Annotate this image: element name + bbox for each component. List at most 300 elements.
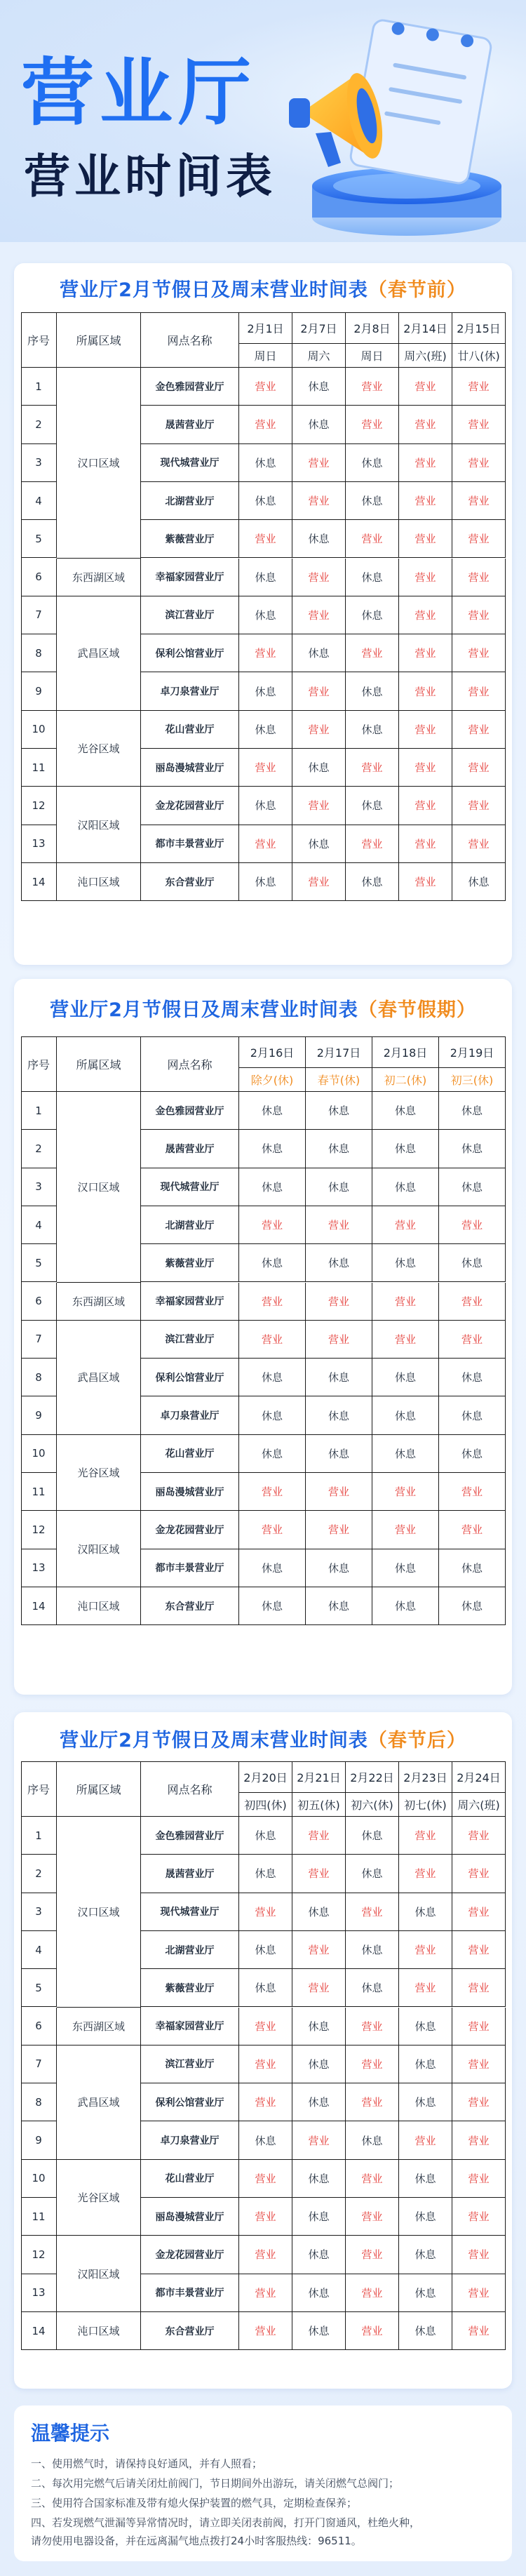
- schedule-card: [14, 263, 512, 965]
- status-cell: 营业: [292, 1817, 346, 1855]
- status-cell: 营业: [292, 482, 346, 520]
- row-number: 2: [21, 1855, 57, 1893]
- status-cell: 休息: [399, 2236, 452, 2274]
- status-cell: 营业: [372, 1473, 439, 1511]
- row-number: 11: [21, 2198, 57, 2236]
- status-cell: 休息: [439, 1244, 506, 1282]
- row-number: 13: [21, 825, 57, 863]
- status-cell: 休息: [306, 1396, 372, 1434]
- status-cell: 营业: [452, 444, 506, 482]
- status-cell: 营业: [239, 1511, 306, 1549]
- office-name: 金色雅园营业厅: [141, 368, 239, 406]
- status-cell: 营业: [346, 2236, 399, 2274]
- row-number: 9: [21, 1396, 57, 1434]
- status-cell: 营业: [239, 634, 292, 672]
- office-name: 东合营业厅: [141, 1587, 239, 1625]
- status-cell: 营业: [239, 2198, 292, 2236]
- status-cell: 营业: [439, 1206, 506, 1244]
- office-name: 花山营业厅: [141, 2160, 239, 2198]
- status-cell: 休息: [346, 863, 399, 901]
- status-cell: 营业: [346, 2198, 399, 2236]
- status-cell: 营业: [452, 2121, 506, 2159]
- header-date: 2月7日: [292, 312, 346, 344]
- office-name: 幸福家园营业厅: [141, 1283, 239, 1321]
- status-cell: 休息: [346, 482, 399, 520]
- status-cell: 营业: [239, 2046, 292, 2083]
- status-cell: 休息: [292, 2198, 346, 2236]
- header-date: 2月19日: [439, 1036, 506, 1068]
- schedule-table: [21, 312, 505, 900]
- office-name: 都市丰景营业厅: [141, 1549, 239, 1587]
- status-cell: 休息: [372, 1130, 439, 1168]
- row-number: 14: [21, 1587, 57, 1625]
- office-name: 金龙花园营业厅: [141, 2236, 239, 2274]
- row-number: 4: [21, 1931, 57, 1969]
- header-weekday: 春节(休): [306, 1068, 372, 1092]
- schedule-card: [14, 979, 512, 1695]
- row-number: 6: [21, 559, 57, 596]
- status-cell: 休息: [306, 1244, 372, 1282]
- status-cell: 休息: [239, 672, 292, 710]
- row-number: 10: [21, 1435, 57, 1473]
- header-weekday: 周六(班): [399, 344, 452, 368]
- header-weekday: 周日: [346, 344, 399, 368]
- status-cell: 休息: [346, 1817, 399, 1855]
- status-cell: 营业: [452, 711, 506, 749]
- status-cell: 营业: [292, 672, 346, 710]
- schedule-title: [14, 274, 512, 302]
- status-cell: 休息: [239, 711, 292, 749]
- status-cell: 营业: [346, 749, 399, 787]
- office-name: 都市丰景营业厅: [141, 825, 239, 863]
- status-cell: 休息: [239, 559, 292, 596]
- status-cell: 休息: [239, 1549, 306, 1587]
- header-date: 2月22日: [346, 1761, 399, 1793]
- status-cell: 营业: [239, 1321, 306, 1359]
- row-number: 8: [21, 2083, 57, 2121]
- status-cell: 营业: [239, 1206, 306, 1244]
- header-weekday: 初三(休): [439, 1068, 506, 1092]
- status-cell: 休息: [439, 1359, 506, 1396]
- status-cell: 营业: [452, 2236, 506, 2274]
- status-cell: 休息: [372, 1359, 439, 1396]
- status-cell: 营业: [306, 1511, 372, 1549]
- status-cell: 休息: [292, 825, 346, 863]
- office-name: 滨江营业厅: [141, 1321, 239, 1359]
- status-cell: 休息: [346, 2121, 399, 2159]
- status-cell: 休息: [306, 1130, 372, 1168]
- office-name: 卓刀泉营业厅: [141, 2121, 239, 2159]
- header-weekday: 初五(休): [292, 1793, 346, 1817]
- status-cell: 营业: [399, 520, 452, 558]
- office-name: 晟茜营业厅: [141, 1130, 239, 1168]
- region-cell: 汉口区域: [57, 1817, 141, 2008]
- region-cell: 汉口区域: [57, 1092, 141, 1283]
- row-number: 3: [21, 1893, 57, 1931]
- office-name: 东合营业厅: [141, 2312, 239, 2350]
- office-name: 现代城营业厅: [141, 1893, 239, 1931]
- row-number: 7: [21, 1321, 57, 1359]
- status-cell: 休息: [399, 2274, 452, 2312]
- schedule-period-tag: （春节后）: [367, 1730, 466, 1751]
- status-cell: 营业: [346, 2274, 399, 2312]
- status-cell: 休息: [372, 1435, 439, 1473]
- office-name: 金龙花园营业厅: [141, 1511, 239, 1549]
- header-weekday: 廿八(休): [452, 344, 506, 368]
- header-date: 2月18日: [372, 1036, 439, 1068]
- row-number: 1: [21, 368, 57, 406]
- status-cell: 营业: [452, 482, 506, 520]
- schedule-title: [14, 994, 512, 1022]
- region-cell: 武昌区域: [57, 596, 141, 711]
- region-cell: 汉阳区域: [57, 1511, 141, 1587]
- status-cell: 休息: [439, 1435, 506, 1473]
- status-cell: 休息: [239, 1396, 306, 1434]
- status-cell: 营业: [452, 596, 506, 634]
- status-cell: 营业: [399, 749, 452, 787]
- status-cell: 休息: [346, 1969, 399, 2007]
- status-cell: 休息: [439, 1168, 506, 1206]
- status-cell: 休息: [399, 2046, 452, 2083]
- status-cell: 休息: [399, 2083, 452, 2121]
- region-cell: 沌口区域: [57, 1587, 141, 1625]
- status-cell: 营业: [399, 444, 452, 482]
- hero-banner: [0, 0, 526, 242]
- status-cell: 营业: [239, 520, 292, 558]
- region-cell: 东西湖区域: [57, 2008, 141, 2046]
- status-cell: 休息: [439, 1549, 506, 1587]
- status-cell: 休息: [439, 1130, 506, 1168]
- header-no: 序号: [21, 1761, 57, 1817]
- status-cell: 休息: [346, 711, 399, 749]
- status-cell: 休息: [292, 2236, 346, 2274]
- status-cell: 休息: [239, 482, 292, 520]
- status-cell: 休息: [399, 2312, 452, 2350]
- megaphone-illustration-icon: [274, 7, 519, 239]
- status-cell: 休息: [439, 1396, 506, 1434]
- office-name: 保利公馆营业厅: [141, 634, 239, 672]
- office-name: 保利公馆营业厅: [141, 1359, 239, 1396]
- status-cell: 休息: [439, 1587, 506, 1625]
- schedule-period-tag: （春节假期）: [358, 999, 476, 1021]
- office-name: 滨江营业厅: [141, 596, 239, 634]
- header-weekday: 初二(休): [372, 1068, 439, 1092]
- status-cell: 营业: [372, 1511, 439, 1549]
- status-cell: 营业: [399, 1855, 452, 1893]
- status-cell: 营业: [399, 787, 452, 825]
- row-number: 5: [21, 1969, 57, 2007]
- region-cell: 武昌区域: [57, 2046, 141, 2160]
- status-cell: 休息: [292, 749, 346, 787]
- status-cell: 休息: [292, 1893, 346, 1931]
- header-date: 2月20日: [239, 1761, 292, 1793]
- status-cell: 休息: [239, 1130, 306, 1168]
- status-cell: 营业: [399, 1969, 452, 2007]
- header-name: 网点名称: [141, 1761, 239, 1817]
- status-cell: 营业: [346, 406, 399, 443]
- office-name: 卓刀泉营业厅: [141, 1396, 239, 1434]
- office-name: 花山营业厅: [141, 711, 239, 749]
- header-date: 2月1日: [239, 312, 292, 344]
- status-cell: 营业: [439, 1283, 506, 1321]
- status-cell: 休息: [239, 863, 292, 901]
- office-name: 晟茜营业厅: [141, 1855, 239, 1893]
- region-cell: 光谷区域: [57, 2160, 141, 2236]
- status-cell: 营业: [452, 787, 506, 825]
- status-cell: 休息: [292, 2083, 346, 2121]
- status-cell: 营业: [399, 482, 452, 520]
- status-cell: 休息: [292, 368, 346, 406]
- status-cell: 休息: [306, 1587, 372, 1625]
- header-date: 2月24日: [452, 1761, 506, 1793]
- office-name: 金色雅园营业厅: [141, 1092, 239, 1130]
- status-cell: 营业: [306, 1473, 372, 1511]
- header-date: 2月21日: [292, 1761, 346, 1793]
- hero-title: 营业厅: [21, 50, 257, 135]
- status-cell: 营业: [306, 1283, 372, 1321]
- status-cell: 营业: [439, 1321, 506, 1359]
- tips-title: 温馨提示: [31, 2422, 110, 2445]
- row-number: 6: [21, 1283, 57, 1321]
- status-cell: 休息: [346, 1855, 399, 1893]
- header-weekday: 周六(班): [452, 1793, 506, 1817]
- office-name: 卓刀泉营业厅: [141, 672, 239, 710]
- office-name: 丽岛漫城营业厅: [141, 1473, 239, 1511]
- status-cell: 营业: [452, 1855, 506, 1893]
- row-number: 3: [21, 444, 57, 482]
- status-cell: 营业: [399, 634, 452, 672]
- status-cell: 营业: [399, 672, 452, 710]
- status-cell: 休息: [239, 1244, 306, 1282]
- schedule-card: [14, 1712, 512, 2389]
- row-number: 8: [21, 1359, 57, 1396]
- tip-item: 三、使用符合国家标准及带有熄火保护装置的燃气具，定期检查保养；: [31, 2497, 358, 2509]
- office-name: 丽岛漫城营业厅: [141, 2198, 239, 2236]
- row-number: 12: [21, 787, 57, 825]
- status-cell: 休息: [239, 1435, 306, 1473]
- status-cell: 休息: [306, 1435, 372, 1473]
- status-cell: 营业: [452, 2046, 506, 2083]
- region-cell: 东西湖区域: [57, 1283, 141, 1321]
- office-name: 晟茜营业厅: [141, 406, 239, 443]
- schedule-title-text: 营业厅2月节假日及周末营业时间表: [60, 279, 368, 301]
- row-number: 8: [21, 634, 57, 672]
- status-cell: 营业: [452, 634, 506, 672]
- header-weekday: 初四(休): [239, 1793, 292, 1817]
- status-cell: 休息: [292, 2312, 346, 2350]
- status-cell: 营业: [452, 2160, 506, 2198]
- office-name: 都市丰景营业厅: [141, 2274, 239, 2312]
- status-cell: 营业: [346, 2312, 399, 2350]
- office-name: 紫薇营业厅: [141, 1969, 239, 2007]
- status-cell: 营业: [346, 825, 399, 863]
- region-cell: 光谷区域: [57, 1435, 141, 1511]
- status-cell: 休息: [239, 1168, 306, 1206]
- status-cell: 休息: [239, 1359, 306, 1396]
- header-weekday: 周日: [239, 344, 292, 368]
- office-name: 紫薇营业厅: [141, 1244, 239, 1282]
- tip-item: 四、若发现燃气泄漏等异常情况时，请立即关闭表前阀，打开门窗通风，杜绝火种，: [31, 2516, 421, 2529]
- status-cell: 休息: [346, 1931, 399, 1969]
- row-number: 10: [21, 711, 57, 749]
- status-cell: 营业: [239, 2083, 292, 2121]
- header-date: 2月17日: [306, 1036, 372, 1068]
- row-number: 6: [21, 2008, 57, 2046]
- status-cell: 营业: [346, 2160, 399, 2198]
- status-cell: 休息: [239, 1817, 292, 1855]
- status-cell: 营业: [452, 672, 506, 710]
- header-region: 所属区域: [57, 1761, 141, 1817]
- status-cell: 休息: [292, 2046, 346, 2083]
- status-cell: 休息: [239, 787, 292, 825]
- status-cell: 营业: [452, 1817, 506, 1855]
- header-region: 所属区域: [57, 1036, 141, 1092]
- status-cell: 休息: [292, 406, 346, 443]
- status-cell: 营业: [239, 1893, 292, 1931]
- row-number: 4: [21, 1206, 57, 1244]
- schedule-title-text: 营业厅2月节假日及周末营业时间表: [50, 999, 358, 1021]
- region-cell: 东西湖区域: [57, 559, 141, 596]
- region-cell: 沌口区域: [57, 863, 141, 901]
- status-cell: 营业: [399, 406, 452, 443]
- row-number: 9: [21, 672, 57, 710]
- status-cell: 营业: [452, 368, 506, 406]
- region-cell: 沌口区域: [57, 2312, 141, 2350]
- header-date: 2月8日: [346, 312, 399, 344]
- region-cell: 汉阳区域: [57, 2236, 141, 2312]
- status-cell: 营业: [452, 559, 506, 596]
- status-cell: 营业: [239, 1283, 306, 1321]
- status-cell: 休息: [346, 444, 399, 482]
- row-number: 2: [21, 406, 57, 443]
- status-cell: 营业: [239, 749, 292, 787]
- status-cell: 营业: [452, 2083, 506, 2121]
- status-cell: 营业: [452, 406, 506, 443]
- region-cell: 武昌区域: [57, 1321, 141, 1435]
- status-cell: 营业: [346, 2083, 399, 2121]
- header-date: 2月16日: [239, 1036, 306, 1068]
- office-name: 北湖营业厅: [141, 1931, 239, 1969]
- office-name: 现代城营业厅: [141, 1168, 239, 1206]
- status-cell: 休息: [306, 1359, 372, 1396]
- status-cell: 营业: [239, 368, 292, 406]
- office-name: 现代城营业厅: [141, 444, 239, 482]
- status-cell: 休息: [399, 2160, 452, 2198]
- status-cell: 休息: [239, 1092, 306, 1130]
- status-cell: 营业: [346, 634, 399, 672]
- status-cell: 营业: [452, 2274, 506, 2312]
- row-number: 11: [21, 749, 57, 787]
- status-cell: 营业: [292, 711, 346, 749]
- office-name: 保利公馆营业厅: [141, 2083, 239, 2121]
- status-cell: 休息: [439, 1092, 506, 1130]
- office-name: 丽岛漫城营业厅: [141, 749, 239, 787]
- status-cell: 休息: [239, 1855, 292, 1893]
- row-number: 11: [21, 1473, 57, 1511]
- status-cell: 营业: [372, 1206, 439, 1244]
- status-cell: 休息: [372, 1092, 439, 1130]
- status-cell: 营业: [292, 1931, 346, 1969]
- status-cell: 休息: [452, 863, 506, 901]
- row-number: 5: [21, 1244, 57, 1282]
- status-cell: 休息: [292, 2160, 346, 2198]
- status-cell: 休息: [346, 787, 399, 825]
- hero-subtitle: 营业时间表: [24, 149, 276, 203]
- status-cell: 营业: [292, 1969, 346, 2007]
- status-cell: 营业: [452, 825, 506, 863]
- status-cell: 营业: [292, 787, 346, 825]
- status-cell: 休息: [239, 1931, 292, 1969]
- status-cell: 营业: [452, 1893, 506, 1931]
- row-number: 2: [21, 1130, 57, 1168]
- status-cell: 营业: [306, 1206, 372, 1244]
- status-cell: 休息: [292, 2274, 346, 2312]
- status-cell: 营业: [239, 825, 292, 863]
- header-date: 2月15日: [452, 312, 506, 344]
- status-cell: 营业: [292, 863, 346, 901]
- status-cell: 休息: [239, 1969, 292, 2007]
- status-cell: 休息: [292, 520, 346, 558]
- row-number: 9: [21, 2121, 57, 2159]
- office-name: 紫薇营业厅: [141, 520, 239, 558]
- status-cell: 休息: [239, 1587, 306, 1625]
- status-cell: 营业: [399, 368, 452, 406]
- status-cell: 营业: [292, 559, 346, 596]
- schedule-title-text: 营业厅2月节假日及周末营业时间表: [60, 1730, 368, 1751]
- status-cell: 营业: [239, 406, 292, 443]
- status-cell: 营业: [239, 2160, 292, 2198]
- status-cell: 营业: [372, 1321, 439, 1359]
- status-cell: 休息: [239, 596, 292, 634]
- tip-item: 请勿使用电器设备，并在远离漏气地点拨打24小时客服热线：96511。: [31, 2535, 362, 2547]
- region-cell: 光谷区域: [57, 711, 141, 787]
- tip-item: 二、每次用完燃气后请关闭灶前阀门，节日期间外出游玩，请关闭燃气总阀门；: [31, 2477, 400, 2490]
- status-cell: 休息: [292, 634, 346, 672]
- row-number: 13: [21, 2274, 57, 2312]
- status-cell: 营业: [452, 749, 506, 787]
- status-cell: 营业: [239, 1473, 306, 1511]
- status-cell: 休息: [399, 1893, 452, 1931]
- status-cell: 休息: [372, 1396, 439, 1434]
- tips-panel: [14, 2405, 512, 2561]
- row-number: 7: [21, 596, 57, 634]
- tip-item: 一、使用燃气时，请保持良好通风，并有人照看；: [31, 2457, 263, 2470]
- status-cell: 营业: [399, 2121, 452, 2159]
- status-cell: 休息: [372, 1549, 439, 1587]
- status-cell: 营业: [439, 1473, 506, 1511]
- status-cell: 营业: [292, 596, 346, 634]
- status-cell: 营业: [399, 596, 452, 634]
- status-cell: 营业: [452, 2008, 506, 2046]
- row-number: 14: [21, 863, 57, 901]
- status-cell: 营业: [399, 863, 452, 901]
- status-cell: 营业: [399, 559, 452, 596]
- header-weekday: 初六(休): [346, 1793, 399, 1817]
- row-number: 5: [21, 520, 57, 558]
- office-name: 幸福家园营业厅: [141, 2008, 239, 2046]
- header-name: 网点名称: [141, 312, 239, 368]
- office-name: 金龙花园营业厅: [141, 787, 239, 825]
- status-cell: 休息: [399, 2198, 452, 2236]
- row-number: 1: [21, 1817, 57, 1855]
- status-cell: 营业: [239, 2312, 292, 2350]
- status-cell: 营业: [452, 520, 506, 558]
- header-no: 序号: [21, 312, 57, 368]
- schedule-table: [21, 1036, 505, 1624]
- header-no: 序号: [21, 1036, 57, 1092]
- status-cell: 营业: [439, 1511, 506, 1549]
- status-cell: 营业: [346, 2008, 399, 2046]
